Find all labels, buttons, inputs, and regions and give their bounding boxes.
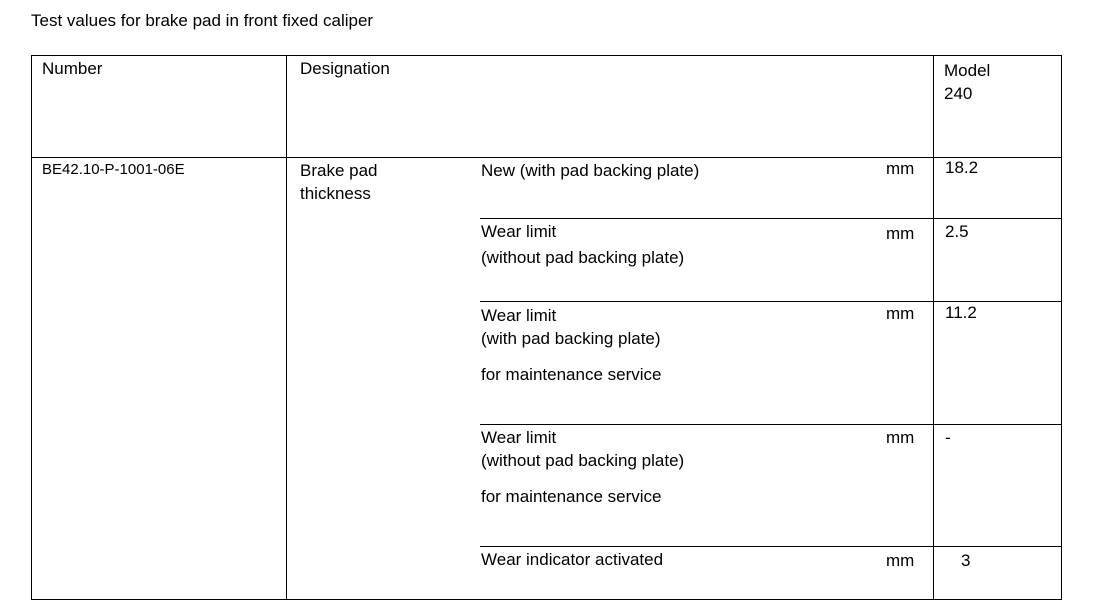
row-wear-limit-maint-note: for maintenance service xyxy=(481,365,662,384)
table-border-left xyxy=(31,55,32,600)
row-wear-limit-maint-sub: (with pad backing plate) xyxy=(481,329,661,348)
document-number: BE42.10-P-1001-06E xyxy=(42,161,185,178)
row-wear-limit-maint2-value: - xyxy=(945,428,951,447)
row-wear-limit-label: Wear limit xyxy=(481,222,557,241)
row-new-label: New (with pad backing plate) xyxy=(481,161,700,180)
row-wear-limit-maint2-label: Wear limit xyxy=(481,428,557,447)
row-wear-limit-unit: mm xyxy=(886,224,915,243)
row-divider xyxy=(480,424,1062,425)
table-border-bottom xyxy=(31,599,1062,600)
column-divider-number xyxy=(286,55,287,600)
header-model-line1: Model xyxy=(944,61,991,80)
row-wear-limit-maint2-sub: (without pad backing plate) xyxy=(481,451,685,470)
row-wear-limit-value: 2.5 xyxy=(945,222,969,241)
row-wear-limit-maint2-unit: mm xyxy=(886,428,915,447)
row-wear-indicator-value: 3 xyxy=(961,551,971,570)
column-divider-model xyxy=(933,55,934,600)
row-wear-limit-sub: (without pad backing plate) xyxy=(481,248,685,267)
row-wear-indicator-unit: mm xyxy=(886,551,915,570)
row-new-value: 18.2 xyxy=(945,158,979,177)
designation-line1: Brake pad xyxy=(300,161,378,180)
row-wear-limit-maint-value: 11.2 xyxy=(945,303,977,322)
row-wear-limit-maint2-note: for maintenance service xyxy=(481,487,662,506)
row-divider xyxy=(480,546,1062,547)
designation-line2: thickness xyxy=(300,184,371,203)
header-number: Number xyxy=(42,59,103,78)
row-new-unit: mm xyxy=(886,159,915,178)
header-model-line2: 240 xyxy=(944,84,973,103)
row-wear-indicator-label: Wear indicator activated xyxy=(481,550,664,569)
table-border-top xyxy=(31,55,1062,56)
row-divider xyxy=(480,218,1062,219)
row-wear-limit-maint-unit: mm xyxy=(886,304,915,323)
row-wear-limit-maint-label: Wear limit xyxy=(481,306,557,325)
header-designation: Designation xyxy=(300,59,390,78)
table-border-right xyxy=(1061,55,1062,600)
page-title: Test values for brake pad in front fixed caliper xyxy=(31,11,374,30)
